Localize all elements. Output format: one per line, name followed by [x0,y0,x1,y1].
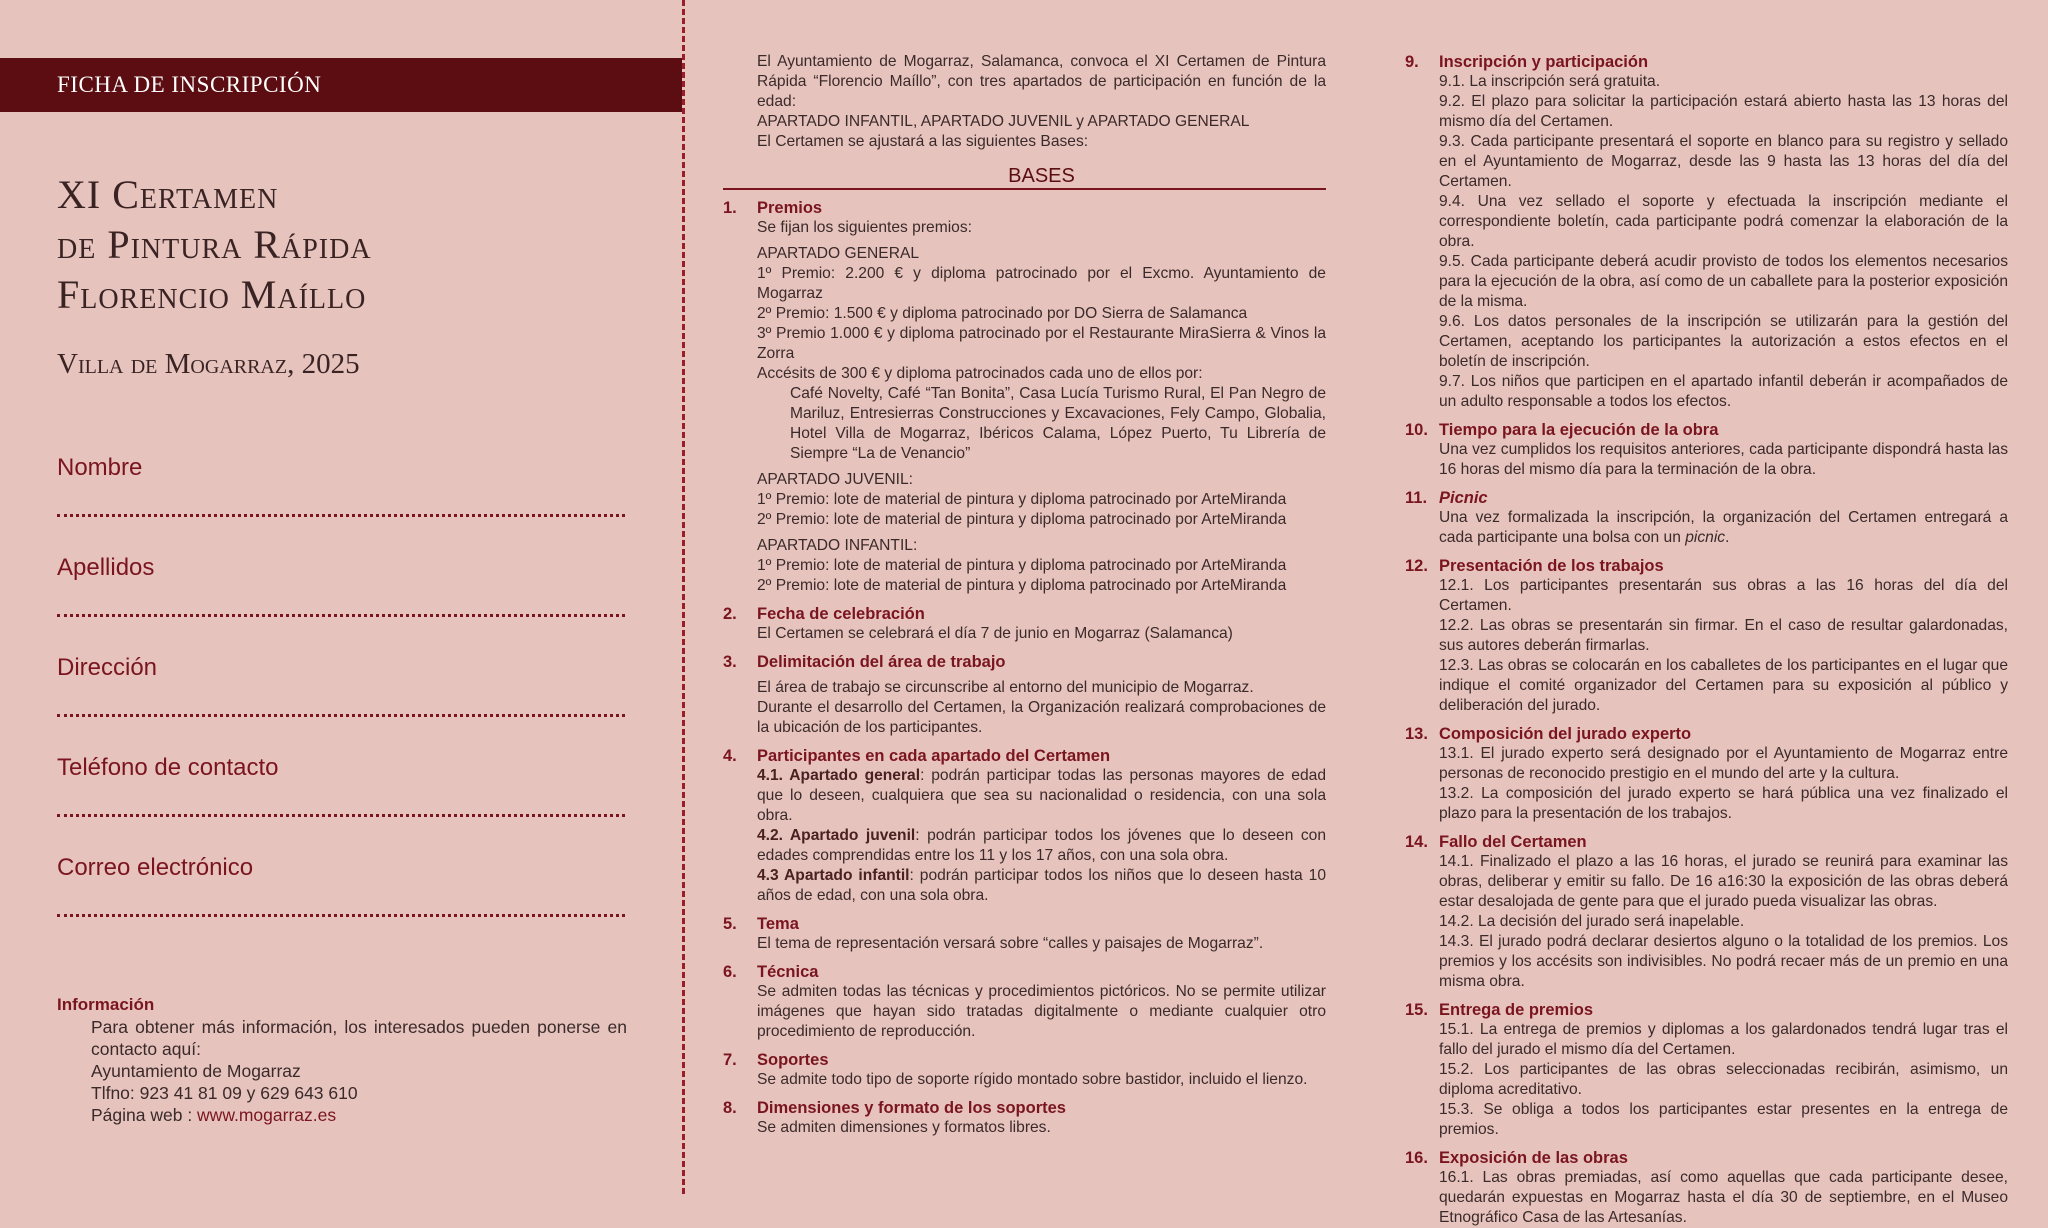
field-label: Teléfono de contacto [57,754,279,781]
section-text: 14.1. Finalizado el plazo a las 16 horas, el jurado se reunirá para examinar las obras, deliberar y emitir su fallo. De 16 a16:30 la exposición de las obras deberá estar desalojada de gente para que el jurado pueda visualizar las obras. [1439,853,2008,910]
ficha-header-bar [0,58,682,112]
section-title: Inscripción y participación [1439,53,1649,71]
section-title: Tema [757,915,799,933]
section-text: 9.2. El plazo para solicitar la participación estará abierto hasta las 13 horas del mismo día del Certamen. [1439,93,2008,130]
section-text: 1º Premio: 2.200 € y diploma patrocinado por el Excmo. Ayuntamiento de Mogarraz [757,265,1326,302]
section-text: 2º Premio: lote de material de pintura y diploma patrocinado por ArteMiranda [757,577,1287,594]
field-input-line[interactable] [57,914,625,917]
section-text: 1º Premio: lote de material de pintura y diploma patrocinado por ArteMiranda [757,557,1287,574]
info-web-label: Página web : [91,1105,198,1125]
field-input-line[interactable] [57,714,625,717]
section-text: 9.3. Cada participante presentará el soporte en blanco para su registro y sellado en el Ayuntamiento de Mogarraz, desde las 9 hasta las 13 horas del día del Certamen. [1439,133,2008,190]
section-text: 15.2. Los participantes de las obras seleccionadas recibirán, asimismo, un diploma acreditativo. [1439,1061,2008,1098]
section-number: 3. [723,653,737,671]
section-number: 7. [723,1051,737,1069]
section-text: El Certamen se celebrará el día 7 de junio en Mogarraz (Salamanca) [757,625,1233,642]
field-label: Dirección [57,654,158,681]
section-text: 2º Premio: 1.500 € y diploma patrocinado por DO Sierra de Salamanca [757,305,1248,322]
section-text: El área de trabajo se circunscribe al entorno del municipio de Mogarraz. [757,679,1254,696]
section-number: 1. [723,199,737,217]
section-text: 15.1. La entrega de premios y diplomas a los galardonados tendrá lugar tras el fallo del jurado el mismo día del Certamen. [1439,1021,2008,1058]
section-text: 9.4. Una vez sellado el soporte y efectuada la inscripción mediante el correspondiente boletín, cada participante podrá comenzar la elaboración de la obra. [1439,193,2008,250]
section-title: Entrega de premios [1439,1001,1594,1019]
section-text: 9.5. Cada participante deberá acudir provisto de todos los elementos necesarios para la ejecución de la obra, así como de un caballete para la posterior exposición de la misma. [1439,253,2008,310]
section-text: 13.2. La composición del jurado experto se hará pública una vez finalizado el plazo para la presentación de los trabajos. [1439,785,2008,822]
section-heading [723,1098,1326,1118]
section-heading [723,652,1326,672]
section-heading [723,604,1326,624]
field-correo [57,854,625,917]
section-heading [1405,420,2008,440]
section-number: 5. [723,915,737,933]
section-text: 12.3. Las obras se colocarán en los caballetes de los participantes en el lugar que indique el comité organizador del Certamen para su exposición al público y deliberación del jurado. [1439,657,2008,714]
sponsors-list: Café Novelty, Café “Tan Bonita”, Casa Lucía Turismo Rural, El Pan Negro de Mariluz, Entresierras Construcciones y Excavaciones, Fely Campo, Globalia, Hotel Villa de Mogarraz, Ibéricos Calama, López Puerto, Tu Librería de Siempre “La de Venancio” [790,385,1326,462]
section-text: 2º Premio: lote de material de pintura y diploma patrocinado por ArteMiranda [757,511,1287,528]
section-soportes [723,1050,1326,1090]
info-text: Para obtener más información, los interesados pueden ponerse en contacto aquí: [91,1017,627,1059]
section-title: Tiempo para la ejecución de la obra [1439,421,1719,439]
contest-title [57,170,372,320]
section-tecnica [723,962,1326,1042]
subsection-text: : podrán participar todos los jóvenes que lo deseen con edades comprendidas entre los 11 y los 17 años, con una sola obra. [757,827,1326,864]
section-heading [1405,556,2008,576]
section-text [723,826,1326,866]
title-line: Florencio Maíllo [57,272,367,317]
section-heading [1405,488,2008,508]
section-number: 10. [1405,421,1428,439]
section-heading [723,914,1326,934]
section-area [723,652,1326,738]
section-title: Exposición de las obras [1439,1149,1628,1167]
contest-subtitle: Villa de Mogarraz, 2025 [57,348,360,380]
section-fecha [723,604,1326,644]
section-text: 14.3. El jurado podrá declarar desiertos alguno o la totalidad de los premios. Los premios y los accésits son indivisibles. No podrá recaer más de un premio en una misma obra. [1439,933,2008,990]
section-text: El tema de representación versará sobre “calles y paisajes de Mogarraz”. [757,935,1264,952]
section-inscripcion [1405,52,2008,412]
field-label: Apellidos [57,554,155,581]
field-input-line[interactable] [57,814,625,817]
section-text: 15.3. Se obliga a todos los participantes estar presentes en la entrega de premios. [1439,1101,2008,1138]
section-number: 15. [1405,1001,1428,1019]
section-text: 9.7. Los niños que participen en el apartado infantil deberán ir acompañados de un adulto responsable a todos los efectos. [1439,373,2008,410]
section-title: Fecha de celebración [757,605,925,623]
section-text: APARTADO INFANTIL: [757,537,918,554]
dashed-cut-line [682,0,685,1194]
section-text: 1º Premio: lote de material de pintura y diploma patrocinado por ArteMiranda [757,491,1287,508]
section-text: APARTADO JUVENIL: [757,471,913,488]
section-heading [1405,1148,2008,1168]
section-presentacion [1405,556,2008,716]
section-text: Durante el desarrollo del Certamen, la Organización realizará comprobaciones de la ubicación de los participantes. [757,699,1326,736]
info-org: Ayuntamiento de Mogarraz [91,1061,301,1081]
bases-column-right [1405,52,2008,1228]
section-entrega [1405,1000,2008,1140]
apartados-text: APARTADO INFANTIL, APARTADO JUVENIL y APARTADO GENERAL [757,113,1250,130]
section-title: Presentación de los trabajos [1439,557,1664,575]
section-text: 16.1. Las obras premiadas, así como aquellas que cada participante desee, quedarán expuestas en Mogarraz hasta el día 30 de septiembre, en el Museo Etnográfico Casa de las Artesanías. [1439,1169,2008,1226]
section-title: Participantes en cada apartado del Certamen [757,747,1111,765]
section-heading [1405,832,2008,852]
section-title: Composición del jurado experto [1439,725,1692,743]
section-text: Se admite todo tipo de soporte rígido montado sobre bastidor, incluido el lienzo. [757,1071,1308,1088]
field-telefono [57,754,625,817]
section-number: 6. [723,963,737,981]
section-heading [1405,724,2008,744]
info-phone: Tlfno: 923 41 81 09 y 629 643 610 [91,1083,358,1103]
registration-panel [0,0,682,1194]
section-number: 9. [1405,53,1419,71]
section-heading [723,962,1326,982]
field-apellidos [57,554,625,617]
website-link[interactable]: www.mogarraz.es [197,1105,337,1125]
ficha-title: FICHA DE INSCRIPCIÓN [57,72,322,97]
section-title: Soportes [757,1051,829,1069]
section-text: Accésits de 300 € y diploma patrocinados cada uno de ellos por: [757,365,1203,382]
field-nombre [57,454,625,517]
section-picnic [1405,488,2008,548]
title-line: XI Certamen [57,172,279,217]
info-block [57,994,627,1126]
section-title: Picnic [1439,489,1488,507]
section-number: 2. [723,605,737,623]
section-text [723,766,1326,826]
section-text: Se admiten dimensiones y formatos libres. [757,1119,1051,1136]
section-heading [723,198,1326,218]
section-number: 14. [1405,833,1428,851]
section-text: 3º Premio 1.000 € y diploma patrocinado por el Restaurante MiraSierra & Vinos la Zorra [757,325,1326,362]
section-number: 13. [1405,725,1428,743]
picnic-text: Una vez formalizada la inscripción, la organización del Certamen entregará a cada participante una bolsa con un [1439,509,2008,546]
section-dimensiones [723,1098,1326,1138]
title-line: de Pintura Rápida [57,222,372,267]
section-heading [723,1050,1326,1070]
section-text [723,866,1326,906]
section-number: 8. [723,1099,737,1117]
section-title: Dimensiones y formato de los soportes [757,1099,1066,1117]
field-input-line[interactable] [57,514,625,517]
section-heading [1405,1000,2008,1020]
section-tiempo [1405,420,2008,480]
section-title: Técnica [757,963,819,981]
picnic-italic: picnic [1685,529,1726,546]
section-text: APARTADO GENERAL [757,245,920,262]
bases-column-middle [723,52,1326,1138]
section-title: Premios [757,199,823,217]
section-text: 14.2. La decisión del jurado será inapelable. [1439,913,1745,930]
section-text: 12.1. Los participantes presentarán sus obras a las 16 horas del día del Certamen. [1439,577,2008,614]
section-text: Se fijan los siguientes premios: [757,219,972,236]
section-premios [723,198,1326,596]
section-number: 11. [1405,489,1428,507]
intro-text: El Ayuntamiento de Mogarraz, Salamanca, convoca el XI Certamen de Pintura Rápida “Florencio Maíllo”, con tres apartados de participación en función de la edad: [757,53,1326,110]
field-label: Nombre [57,454,143,481]
section-tema [723,914,1326,954]
section-text [1405,508,2008,548]
field-input-line[interactable] [57,614,625,617]
bases-title: BASES [723,166,1326,190]
section-text: 9.6. Los datos personales de la inscripción se utilizarán para la gestión del Certamen, aceptando los participantes la autorización a estos efectos en el boletín de inscripción. [1439,313,2008,370]
section-number: 16. [1405,1149,1428,1167]
info-title: Información [57,995,155,1014]
info-web [57,1104,627,1126]
section-title: Delimitación del área de trabajo [757,653,1006,671]
subsection-text: : podrán participar todos los niños que lo deseen hasta 10 años de edad, con una sola obra. [757,867,1326,904]
section-number: 12. [1405,557,1428,575]
field-direccion [57,654,625,717]
section-fallo [1405,832,2008,992]
subsection-label: 4.3 Apartado infantil [757,867,910,884]
section-text: Se admiten todas las técnicas y procedimientos pictóricos. No se permite utilizar imágenes que hayan sido tratadas digitalmente o mediante cualquier otro procedimiento de reproducción. [757,983,1326,1040]
section-exposicion [1405,1148,2008,1228]
section-text: Una vez cumplidos los requisitos anteriores, cada participante dispondrá hasta las 16 horas del mismo día para la terminación de la obra. [1439,441,2008,478]
section-text: 9.1. La inscripción será gratuita. [1439,73,1661,90]
section-number: 4. [723,747,737,765]
section-participantes [723,746,1326,906]
subsection-label: 4.2. Apartado juvenil [757,827,916,844]
subsection-label: 4.1. Apartado general [757,767,921,784]
section-jurado [1405,724,2008,824]
section-title: Fallo del Certamen [1439,833,1587,851]
picnic-end: . [1725,529,1730,546]
section-text: 13.1. El jurado experto será designado por el Ayuntamiento de Mogarraz entre personas de reconocido prestigio en el mundo del arte y la cultura. [1439,745,2008,782]
field-label: Correo electrónico [57,854,254,881]
ajuste-text: El Certamen se ajustará a las siguientes Bases: [757,133,1089,150]
subsection-text: : podrán participar todas las personas mayores de edad que lo deseen, cualquiera que sea su nacionalidad o residencia, con una sola obra. [757,767,1326,824]
section-heading [723,746,1326,766]
section-heading [1405,52,2008,72]
section-text: 12.2. Las obras se presentarán sin firmar. En el caso de resultar galardonadas, sus autores deberán firmarlas. [1439,617,2008,654]
